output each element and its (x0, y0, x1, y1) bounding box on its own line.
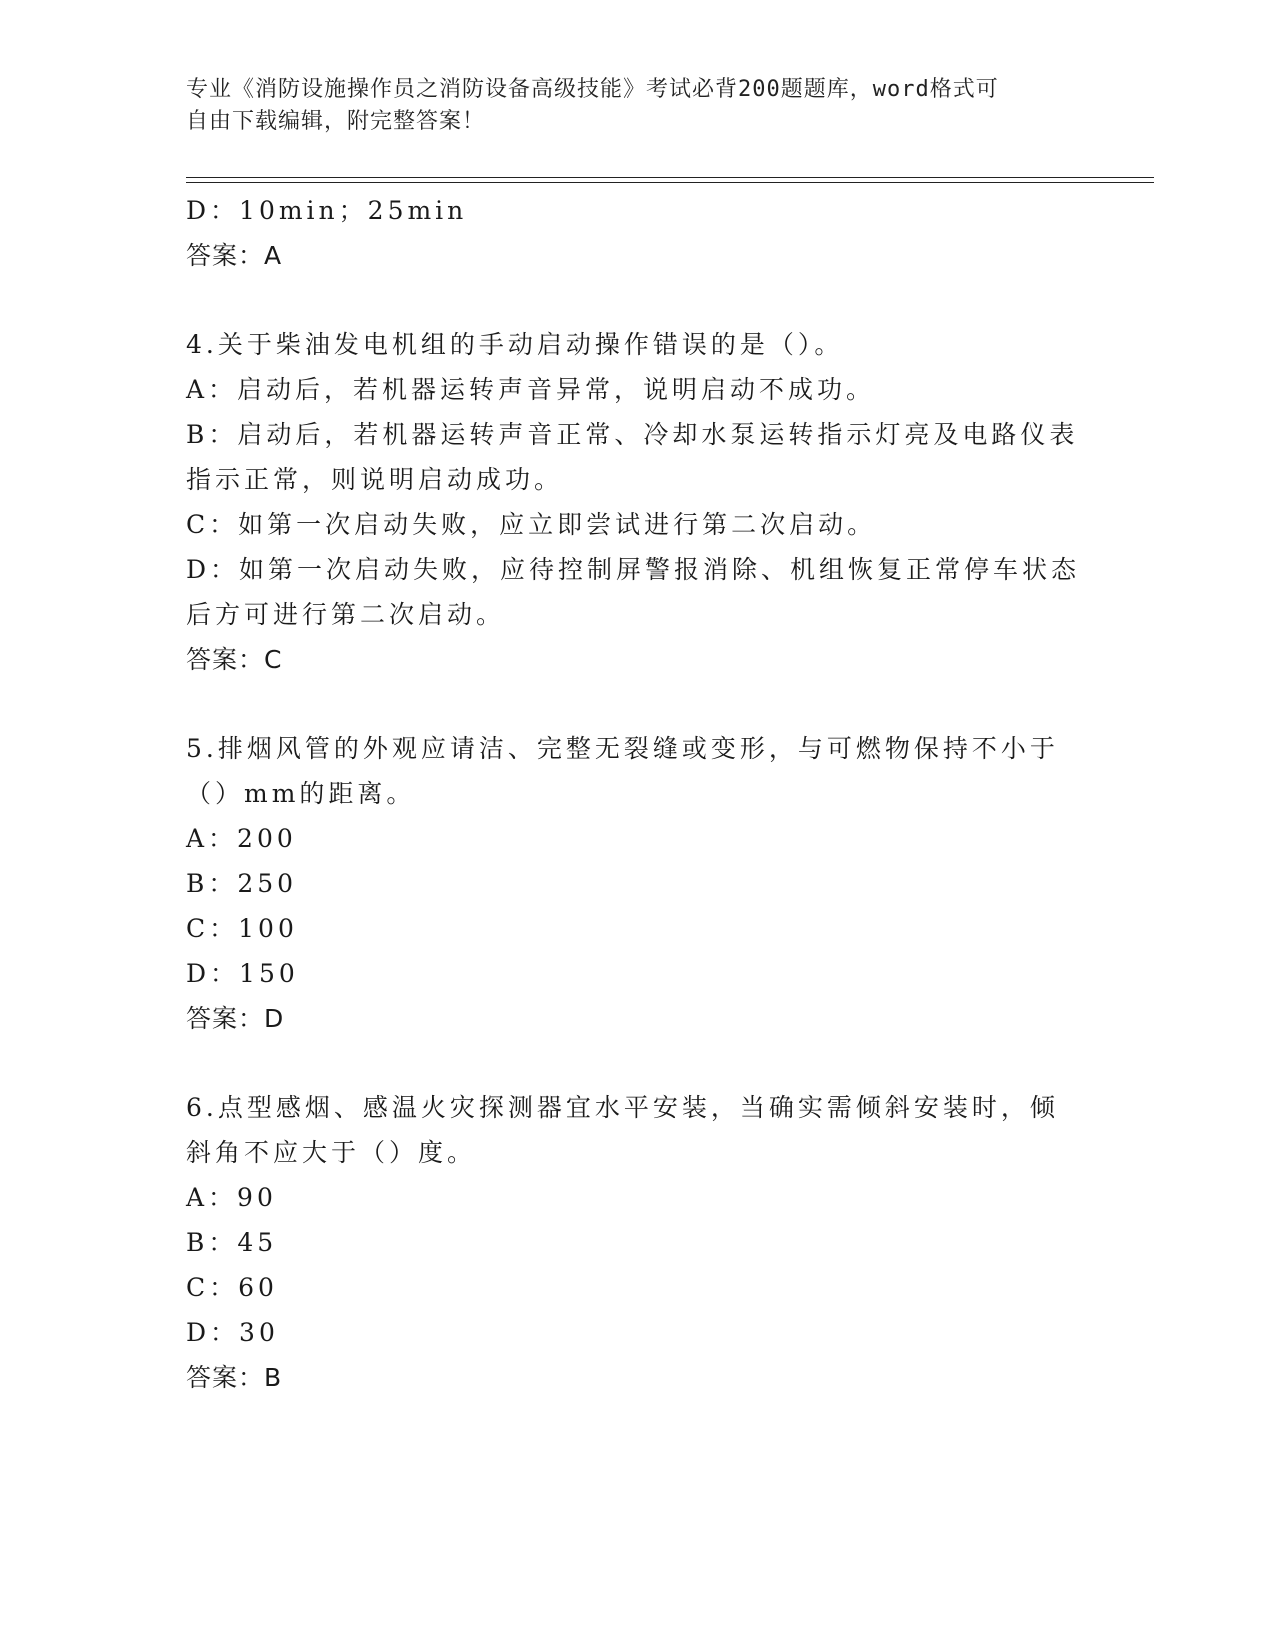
option-b: B：250 (186, 869, 298, 898)
spacer (186, 278, 1086, 322)
header-rule-bottom (186, 182, 1154, 183)
option-d: D：如第一次启动失败，应待控制屏警报消除、机组恢复正常停车状态 (186, 555, 1081, 584)
spacer (186, 1041, 1086, 1085)
option-d: D：150 (186, 959, 299, 988)
question-list (186, 188, 1086, 1400)
option-d-continued: 后方可进行第二次启动。 (186, 600, 506, 629)
option-b: B：45 (186, 1228, 278, 1257)
option-a: A：启动后，若机器运转声音异常，说明启动不成功。 (186, 375, 876, 404)
question-block-prev (186, 188, 1086, 278)
question-stem-continued: 斜角不应大于（）度。 (186, 1138, 477, 1167)
question-block-6 (186, 1085, 1086, 1400)
question-stem: 4.关于柴油发电机组的手动启动操作错误的是（）。 (186, 330, 844, 359)
question-stem: 6.点型感烟、感温火灾探测器宜水平安装，当确实需倾斜安装时，倾 (186, 1093, 1059, 1122)
question-block-5 (186, 726, 1086, 1041)
document-header (186, 74, 1066, 138)
option-a: A：200 (186, 824, 297, 853)
question-stem-continued: （）mm的距离。 (186, 779, 416, 808)
answer-line: 答案：B (186, 1363, 283, 1392)
option-c: C：如第一次启动失败，应立即尝试进行第二次启动。 (186, 510, 877, 539)
answer-line: 答案：D (186, 1004, 285, 1033)
option-a: A：90 (186, 1183, 277, 1212)
spacer (186, 682, 1086, 726)
answer-line: 答案：A (186, 241, 283, 270)
answer-line: 答案：C (186, 645, 283, 674)
option-d: D：30 (186, 1318, 279, 1347)
header-line-1: 专业《消防设施操作员之消防设备高级技能》考试必背200题题库，word格式可 (186, 77, 999, 102)
option-d: D：10min；25min (186, 196, 468, 225)
question-stem: 5.排烟风管的外观应请洁、完整无裂缝或变形，与可燃物保持不小于 (186, 734, 1059, 763)
option-c: C：60 (186, 1273, 278, 1302)
option-c: C：100 (186, 914, 298, 943)
option-b: B：启动后，若机器运转声音正常、冷却水泵运转指示灯亮及电路仪表 (186, 420, 1079, 449)
option-b-continued: 指示正常，则说明启动成功。 (186, 465, 564, 494)
header-rule-top (186, 177, 1154, 178)
question-block-4 (186, 322, 1086, 682)
header-line-2: 自由下载编辑，附完整答案！ (186, 109, 486, 134)
